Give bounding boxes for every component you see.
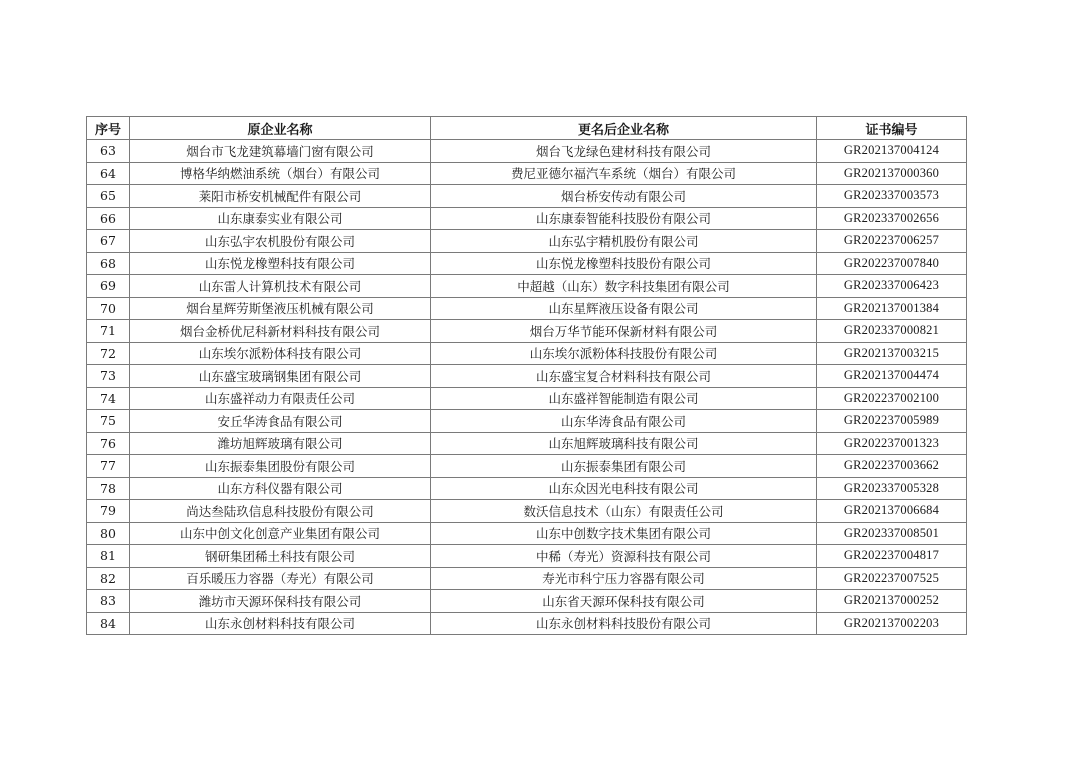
cell-serial-number: 79 <box>87 500 130 523</box>
cell-new-name: 中稀（寿光）资源科技有限公司 <box>431 545 817 568</box>
header-certificate-number: 证书编号 <box>817 117 967 140</box>
cell-serial-number: 63 <box>87 140 130 163</box>
cell-new-name: 烟台飞龙绿色建材科技有限公司 <box>431 140 817 163</box>
cell-new-name: 山东旭辉玻璃科技有限公司 <box>431 432 817 455</box>
cell-certificate-number: GR202337008501 <box>817 522 967 545</box>
cell-original-name: 钢研集团稀土科技有限公司 <box>130 545 431 568</box>
cell-original-name: 潍坊旭辉玻璃有限公司 <box>130 432 431 455</box>
cell-original-name: 山东中创文化创意产业集团有限公司 <box>130 522 431 545</box>
cell-serial-number: 82 <box>87 567 130 590</box>
cell-original-name: 山东雷人计算机技术有限公司 <box>130 275 431 298</box>
cell-certificate-number: GR202337002656 <box>817 207 967 230</box>
table-row <box>87 455 967 478</box>
cell-certificate-number: GR202237002100 <box>817 387 967 410</box>
cell-new-name: 山东省天源环保科技有限公司 <box>431 590 817 613</box>
cell-original-name: 博格华纳燃油系统（烟台）有限公司 <box>130 162 431 185</box>
cell-serial-number: 65 <box>87 185 130 208</box>
cell-new-name: 山东悦龙橡塑科技股份有限公司 <box>431 252 817 275</box>
cell-original-name: 安丘华涛食品有限公司 <box>130 410 431 433</box>
cell-new-name: 数沃信息技术（山东）有限责任公司 <box>431 500 817 523</box>
cell-original-name: 百乐暖压力容器（寿光）有限公司 <box>130 567 431 590</box>
cell-serial-number: 80 <box>87 522 130 545</box>
table-row <box>87 275 967 298</box>
table-row <box>87 185 967 208</box>
cell-serial-number: 67 <box>87 230 130 253</box>
cell-original-name: 山东振泰集团股份有限公司 <box>130 455 431 478</box>
cell-serial-number: 72 <box>87 342 130 365</box>
table-row <box>87 297 967 320</box>
cell-new-name: 山东弘宇精机股份有限公司 <box>431 230 817 253</box>
cell-new-name: 山东康泰智能科技股份有限公司 <box>431 207 817 230</box>
cell-certificate-number: GR202237004817 <box>817 545 967 568</box>
cell-serial-number: 76 <box>87 432 130 455</box>
table-row <box>87 500 967 523</box>
cell-certificate-number: GR202137002203 <box>817 612 967 635</box>
cell-new-name: 寿光市科宁压力容器有限公司 <box>431 567 817 590</box>
header-new-name: 更名后企业名称 <box>431 117 817 140</box>
cell-serial-number: 75 <box>87 410 130 433</box>
cell-serial-number: 77 <box>87 455 130 478</box>
table-row <box>87 612 967 635</box>
cell-original-name: 山东盛宝玻璃钢集团有限公司 <box>130 365 431 388</box>
cell-original-name: 烟台金桥优尼科新材料科技有限公司 <box>130 320 431 343</box>
table-row <box>87 342 967 365</box>
cell-new-name: 山东埃尔派粉体科技股份有限公司 <box>431 342 817 365</box>
table-row <box>87 365 967 388</box>
cell-original-name: 烟台市飞龙建筑幕墙门窗有限公司 <box>130 140 431 163</box>
cell-original-name: 山东方科仪器有限公司 <box>130 477 431 500</box>
cell-original-name: 山东埃尔派粉体科技有限公司 <box>130 342 431 365</box>
header-serial-number: 序号 <box>87 117 130 140</box>
cell-certificate-number: GR202237001323 <box>817 432 967 455</box>
table-body <box>87 140 967 635</box>
cell-serial-number: 71 <box>87 320 130 343</box>
cell-serial-number: 84 <box>87 612 130 635</box>
cell-certificate-number: GR202237007840 <box>817 252 967 275</box>
cell-serial-number: 83 <box>87 590 130 613</box>
cell-new-name: 山东盛祥智能制造有限公司 <box>431 387 817 410</box>
cell-new-name: 山东振泰集团有限公司 <box>431 455 817 478</box>
cell-new-name: 山东华涛食品有限公司 <box>431 410 817 433</box>
table-row <box>87 522 967 545</box>
cell-original-name: 山东悦龙橡塑科技有限公司 <box>130 252 431 275</box>
cell-certificate-number: GR202137004124 <box>817 140 967 163</box>
cell-certificate-number: GR202237003662 <box>817 455 967 478</box>
cell-original-name: 莱阳市桥安机械配件有限公司 <box>130 185 431 208</box>
table-row <box>87 140 967 163</box>
cell-new-name: 山东中创数字技术集团有限公司 <box>431 522 817 545</box>
table-row <box>87 432 967 455</box>
cell-original-name: 山东盛祥动力有限责任公司 <box>130 387 431 410</box>
cell-serial-number: 74 <box>87 387 130 410</box>
cell-serial-number: 81 <box>87 545 130 568</box>
cell-new-name: 山东众因光电科技有限公司 <box>431 477 817 500</box>
company-rename-table <box>86 116 967 635</box>
cell-serial-number: 73 <box>87 365 130 388</box>
cell-certificate-number: GR202337000821 <box>817 320 967 343</box>
table-row <box>87 320 967 343</box>
table-row <box>87 387 967 410</box>
cell-certificate-number: GR202337003573 <box>817 185 967 208</box>
cell-certificate-number: GR202237006257 <box>817 230 967 253</box>
document-page <box>86 116 966 635</box>
cell-serial-number: 70 <box>87 297 130 320</box>
table-row <box>87 545 967 568</box>
cell-original-name: 潍坊市天源环保科技有限公司 <box>130 590 431 613</box>
header-original-name: 原企业名称 <box>130 117 431 140</box>
cell-new-name: 烟台万华节能环保新材料有限公司 <box>431 320 817 343</box>
cell-original-name: 山东康泰实业有限公司 <box>130 207 431 230</box>
cell-original-name: 山东弘宇农机股份有限公司 <box>130 230 431 253</box>
cell-certificate-number: GR202137000360 <box>817 162 967 185</box>
cell-certificate-number: GR202137000252 <box>817 590 967 613</box>
cell-serial-number: 68 <box>87 252 130 275</box>
cell-original-name: 烟台星辉劳斯堡液压机械有限公司 <box>130 297 431 320</box>
cell-serial-number: 78 <box>87 477 130 500</box>
cell-certificate-number: GR202337006423 <box>817 275 967 298</box>
table-row <box>87 252 967 275</box>
cell-original-name: 尚达叁陆玖信息科技股份有限公司 <box>130 500 431 523</box>
cell-new-name: 烟台桥安传动有限公司 <box>431 185 817 208</box>
table-row <box>87 410 967 433</box>
cell-original-name: 山东永创材料科技有限公司 <box>130 612 431 635</box>
cell-certificate-number: GR202137004474 <box>817 365 967 388</box>
cell-certificate-number: GR202137003215 <box>817 342 967 365</box>
cell-certificate-number: GR202337005328 <box>817 477 967 500</box>
table-row <box>87 207 967 230</box>
cell-new-name: 山东盛宝复合材料科技有限公司 <box>431 365 817 388</box>
cell-new-name: 费尼亚德尔福汽车系统（烟台）有限公司 <box>431 162 817 185</box>
cell-new-name: 山东永创材料科技股份有限公司 <box>431 612 817 635</box>
cell-certificate-number: GR202137006684 <box>817 500 967 523</box>
table-row <box>87 477 967 500</box>
cell-new-name: 中超越（山东）数字科技集团有限公司 <box>431 275 817 298</box>
cell-serial-number: 69 <box>87 275 130 298</box>
cell-certificate-number: GR202137001384 <box>817 297 967 320</box>
table-row <box>87 230 967 253</box>
table-row <box>87 162 967 185</box>
cell-certificate-number: GR202237005989 <box>817 410 967 433</box>
cell-certificate-number: GR202237007525 <box>817 567 967 590</box>
cell-serial-number: 64 <box>87 162 130 185</box>
cell-new-name: 山东星辉液压设备有限公司 <box>431 297 817 320</box>
table-row <box>87 567 967 590</box>
cell-serial-number: 66 <box>87 207 130 230</box>
table-row <box>87 590 967 613</box>
table-header-row <box>87 117 967 140</box>
